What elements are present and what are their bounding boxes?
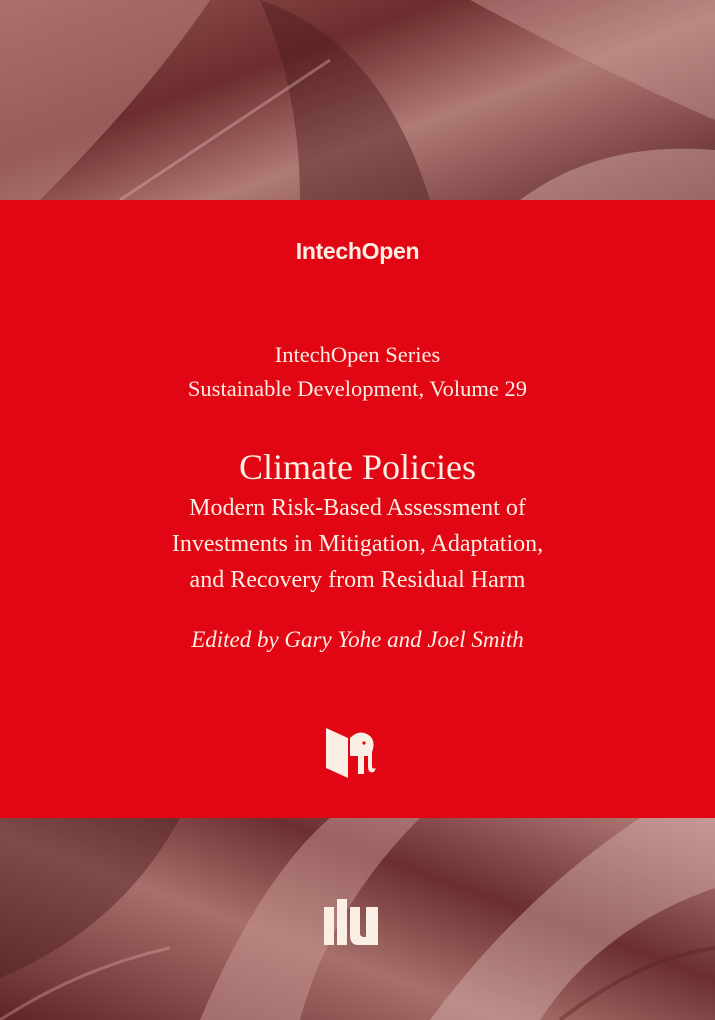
subtitle-line: Modern Risk-Based Assessment of (189, 495, 526, 521)
book-title: Climate Policies (239, 447, 476, 487)
editors-line: Edited by Gary Yohe and Joel Smith (191, 627, 524, 652)
subtitle-line: Investments in Mitigation, Adaptation, (171, 531, 544, 557)
series-info (0, 338, 715, 406)
series-name: IntechOpen Series (274, 342, 441, 367)
elephant-book-icon (324, 726, 378, 780)
intechopen-mark-icon (322, 897, 380, 947)
subtitle-line: and Recovery from Residual Harm (189, 567, 526, 593)
series-volume: Sustainable Development, Volume 29 (187, 376, 528, 401)
leaf-texture-top (0, 0, 715, 200)
publisher-logo-text: IntechOpen (295, 238, 420, 264)
cover-photo-top (0, 0, 715, 200)
book-subtitle (0, 490, 715, 598)
